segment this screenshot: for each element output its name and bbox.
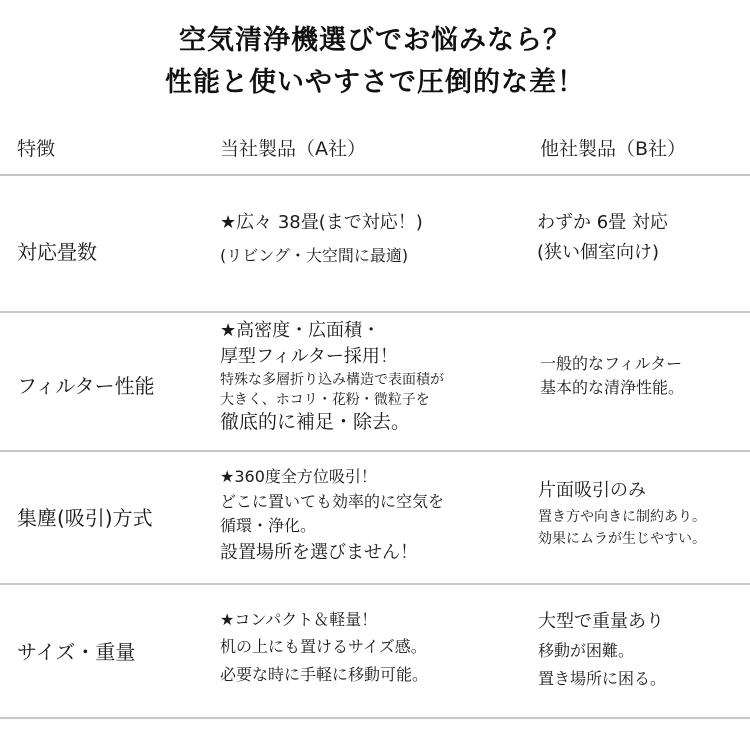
row-divider	[0, 583, 750, 585]
row-divider	[0, 311, 750, 313]
theirs-filter-line: 一般的なフィルター	[540, 354, 683, 373]
ours-suction-headline: ★360度全方位吸引！	[220, 467, 377, 486]
column-header-ours: 当社製品（A社）	[220, 138, 366, 160]
ours-suction-emphasis: 設置場所を選びません！	[220, 542, 418, 563]
ours-filter-detail: 特殊な多層折り込み構造で表面積が	[220, 372, 444, 388]
theirs-suction-cell	[538, 476, 706, 550]
feature-label-size: サイズ・重量	[17, 640, 136, 664]
column-header-theirs: 他社製品（B社）	[540, 138, 687, 160]
theirs-capacity-line: (狭い個室向け)	[537, 242, 660, 263]
theirs-suction-detail: 置き方や向きに制約あり。	[538, 509, 706, 525]
theirs-filter-line: 基本的な清浄性能。	[540, 378, 685, 397]
feature-label-capacity: 対応畳数	[17, 240, 97, 264]
ours-size-detail: 必要な時に手軽に移動可能。	[220, 665, 429, 684]
row-divider	[0, 174, 750, 176]
row-divider	[0, 450, 750, 452]
theirs-size-headline: 大型で重量あり	[538, 611, 664, 632]
ours-capacity-line: (リビング・大空間に最適)	[220, 246, 409, 265]
ours-filter-emphasis: 徹底的に補足・除去。	[220, 411, 411, 433]
ours-filter-headline: 厚型フィルター採用！	[220, 346, 398, 367]
row-divider	[0, 717, 750, 719]
theirs-suction-headline: 片面吸引のみ	[538, 480, 646, 501]
theirs-size-detail: 移動が困難。	[538, 641, 635, 660]
ours-capacity-line: ★広々 38畳(まで対応！)	[220, 212, 423, 233]
ours-size-headline: ★コンパクト＆軽量！	[220, 610, 378, 629]
theirs-size-cell	[538, 607, 666, 693]
ours-suction-detail: どこに置いても効率的に空気を	[220, 492, 445, 511]
ours-suction-cell	[220, 464, 444, 568]
theirs-filter-cell	[540, 352, 684, 400]
ours-size-cell	[220, 607, 428, 689]
ours-filter-headline: ★高密度・広面積・	[220, 320, 381, 341]
theirs-size-detail: 置き場所に困る。	[538, 669, 667, 688]
ours-filter-cell	[220, 318, 444, 434]
theirs-capacity-line: わずか 6畳 対応	[537, 212, 668, 233]
ours-size-detail: 机の上にも置けるサイズ感。	[220, 637, 427, 656]
column-header-feature: 特徴	[17, 138, 56, 160]
feature-label-suction: 集塵(吸引)方式	[17, 506, 153, 530]
theirs-suction-detail: 効果にムラが生じやすい。	[538, 531, 706, 547]
ours-suction-detail: 循環・浄化。	[220, 516, 317, 535]
ours-filter-detail: 大きく、ホコリ・花粉・微粒子を	[220, 392, 430, 408]
theirs-capacity-cell	[537, 208, 668, 268]
headline-line-1: 空気清浄機選びでお悩みなら？	[179, 25, 571, 56]
feature-label-filter: フィルター性能	[17, 374, 155, 398]
ours-capacity-cell	[220, 208, 423, 268]
headline-line-2: 性能と使いやすさで圧倒的な差！	[165, 67, 585, 98]
